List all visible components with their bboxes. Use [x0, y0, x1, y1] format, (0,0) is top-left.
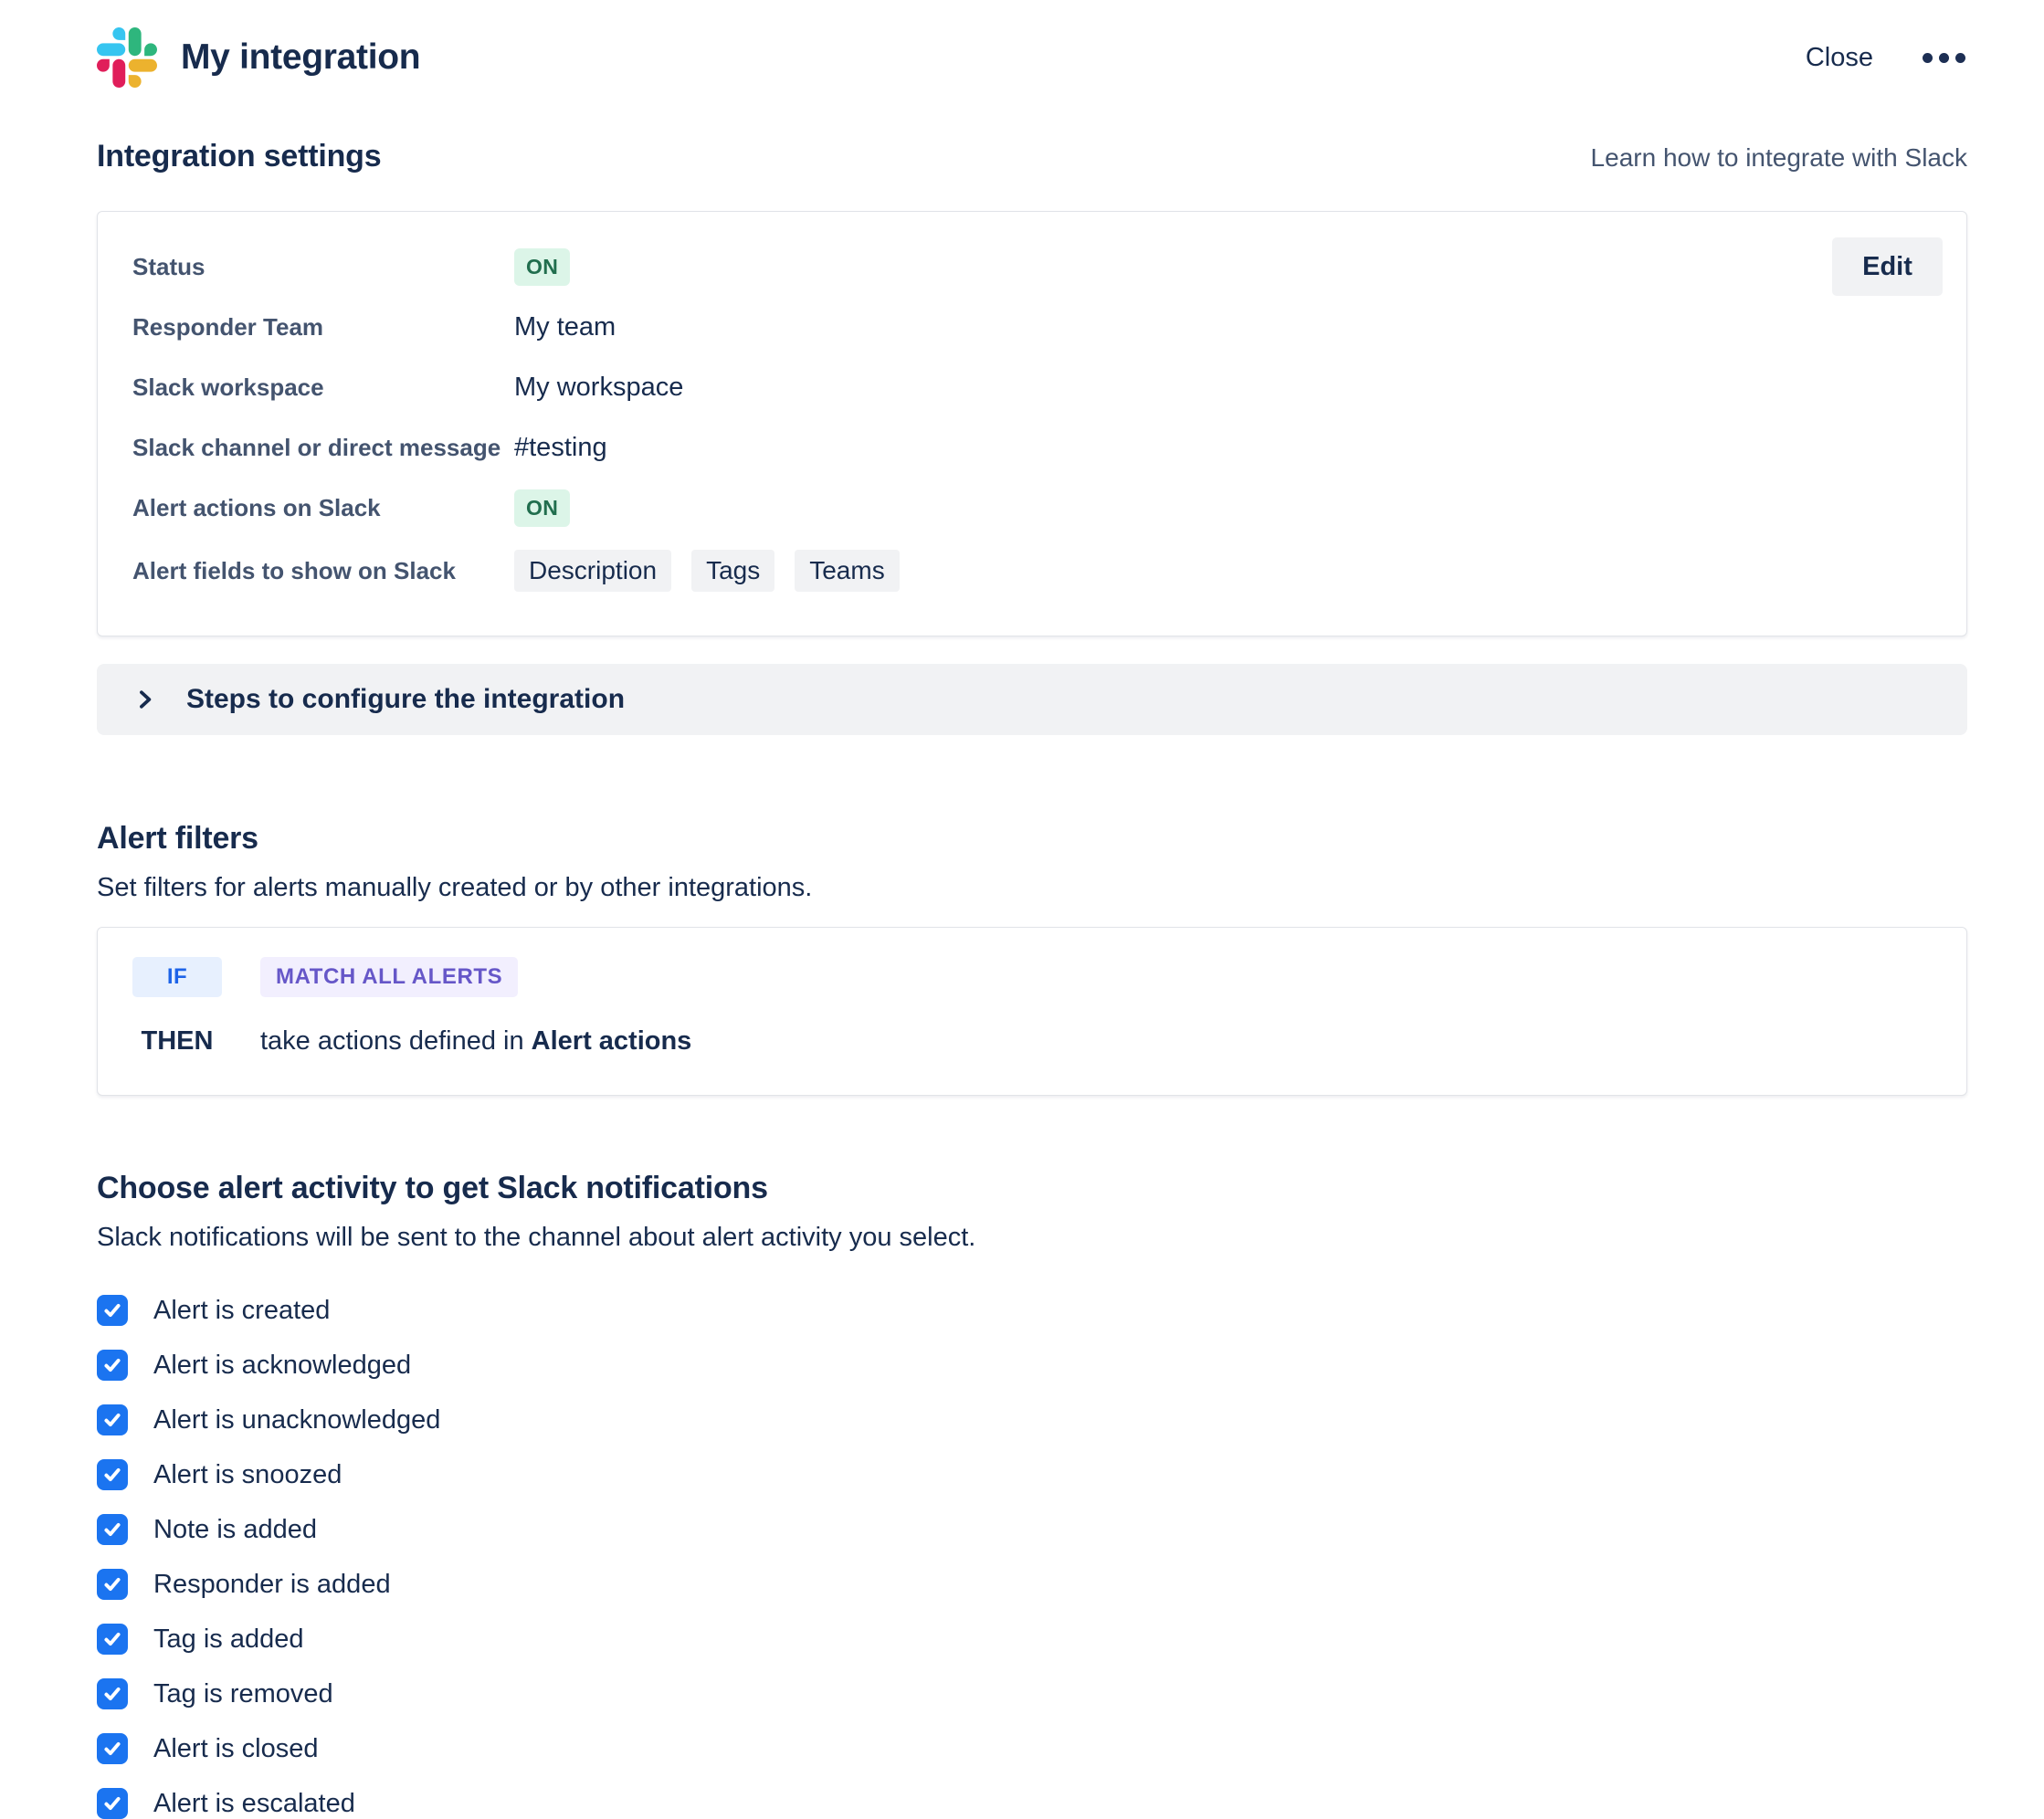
checkbox-alert-created[interactable]: [97, 1295, 1967, 1326]
setting-value: #testing: [514, 433, 607, 462]
edit-button[interactable]: Edit: [1832, 237, 1943, 296]
learn-link[interactable]: Learn how to integrate with Slack: [1590, 143, 1967, 172]
checkbox-responder-added[interactable]: [97, 1569, 1967, 1600]
settings-card: [97, 211, 1967, 636]
notifications-description: Slack notifications will be sent to the channel about alert activity you select.: [97, 1223, 976, 1252]
checkbox-alert-unacknowledged[interactable]: [97, 1404, 1967, 1435]
setting-label: Responder Team: [132, 313, 324, 341]
close-button[interactable]: Close: [1805, 42, 1873, 72]
setting-row-alert-actions: [132, 489, 1930, 527]
if-badge: IF: [132, 957, 222, 997]
checkbox-label: Responder is added: [153, 1569, 391, 1599]
checkbox-alert-snoozed[interactable]: [97, 1459, 1967, 1490]
checkbox-note-added[interactable]: [97, 1514, 1967, 1545]
field-chip: Teams: [795, 550, 899, 592]
header: [97, 27, 1967, 88]
filter-if-row: [132, 957, 1932, 997]
setting-row-channel: [132, 429, 1930, 467]
alert-fields-tags: [514, 550, 1930, 592]
checkbox-label: Tag is added: [153, 1624, 304, 1654]
then-text: take actions defined in Alert actions: [260, 1026, 692, 1056]
steps-accordion[interactable]: [97, 664, 1967, 735]
checkbox-icon[interactable]: [97, 1678, 128, 1709]
alert-actions-badge: ON: [514, 489, 570, 527]
setting-row-status: [132, 248, 1930, 286]
alert-actions-link: Alert actions: [531, 1026, 692, 1056]
setting-label: Status: [132, 253, 205, 280]
setting-row-workspace: [132, 369, 1930, 406]
checkbox-icon[interactable]: [97, 1624, 128, 1655]
alert-filters-description: Set filters for alerts manually created or by other integrations.: [97, 873, 813, 902]
checkbox-alert-escalated[interactable]: [97, 1788, 1967, 1819]
setting-row-alert-fields: [132, 550, 1930, 592]
filter-then-row: [132, 1026, 1932, 1057]
setting-value: My team: [514, 312, 616, 342]
checkbox-label: Alert is created: [153, 1295, 331, 1325]
checkbox-label: Alert is closed: [153, 1733, 319, 1763]
checkbox-label: Alert is unacknowledged: [153, 1404, 441, 1435]
match-all-alerts-badge: MATCH ALL ALERTS: [260, 957, 518, 997]
checkbox-tag-removed[interactable]: [97, 1678, 1967, 1709]
then-label: THEN: [141, 1026, 214, 1056]
checkbox-icon[interactable]: [97, 1459, 128, 1490]
checkbox-label: Note is added: [153, 1514, 317, 1544]
chevron-right-icon: [133, 688, 157, 711]
setting-value: My workspace: [514, 373, 684, 402]
checkbox-tag-added[interactable]: [97, 1624, 1967, 1655]
settings-heading: Integration settings: [97, 139, 382, 173]
checkbox-icon[interactable]: [97, 1404, 128, 1435]
setting-label: Slack workspace: [132, 373, 324, 401]
notifications-heading: Choose alert activity to get Slack notifications: [97, 1171, 768, 1205]
alert-filters-heading: Alert filters: [97, 821, 258, 856]
notification-options-list: [97, 1295, 1967, 1819]
checkbox-label: Tag is removed: [153, 1678, 333, 1709]
field-chip: Tags: [691, 550, 774, 592]
checkbox-label: Alert is escalated: [153, 1788, 355, 1818]
status-badge: ON: [514, 248, 570, 286]
setting-label: Slack channel or direct message: [132, 434, 501, 461]
header-actions: [1806, 43, 1967, 73]
checkbox-icon[interactable]: [97, 1569, 128, 1600]
checkbox-icon[interactable]: [97, 1295, 128, 1326]
alert-filter-card: [97, 927, 1967, 1096]
checkbox-icon[interactable]: [97, 1733, 128, 1764]
field-chip: Description: [514, 550, 671, 592]
checkbox-alert-closed[interactable]: [97, 1733, 1967, 1764]
setting-row-responder-team: [132, 309, 1930, 346]
settings-heading-row: [97, 139, 1967, 174]
checkbox-label: Alert is acknowledged: [153, 1350, 412, 1380]
steps-title: Steps to configure the integration: [186, 684, 626, 714]
checkbox-label: Alert is snoozed: [153, 1459, 342, 1489]
checkbox-alert-acknowledged[interactable]: [97, 1350, 1967, 1381]
slack-logo-icon: [97, 27, 157, 88]
page-title: My integration: [181, 37, 421, 77]
setting-label: Alert fields to show on Slack: [132, 556, 456, 584]
checkbox-icon[interactable]: [97, 1514, 128, 1545]
checkbox-icon[interactable]: [97, 1788, 128, 1819]
setting-label: Alert actions on Slack: [132, 494, 381, 521]
more-menu-icon[interactable]: [1921, 47, 1967, 68]
checkbox-icon[interactable]: [97, 1350, 128, 1381]
